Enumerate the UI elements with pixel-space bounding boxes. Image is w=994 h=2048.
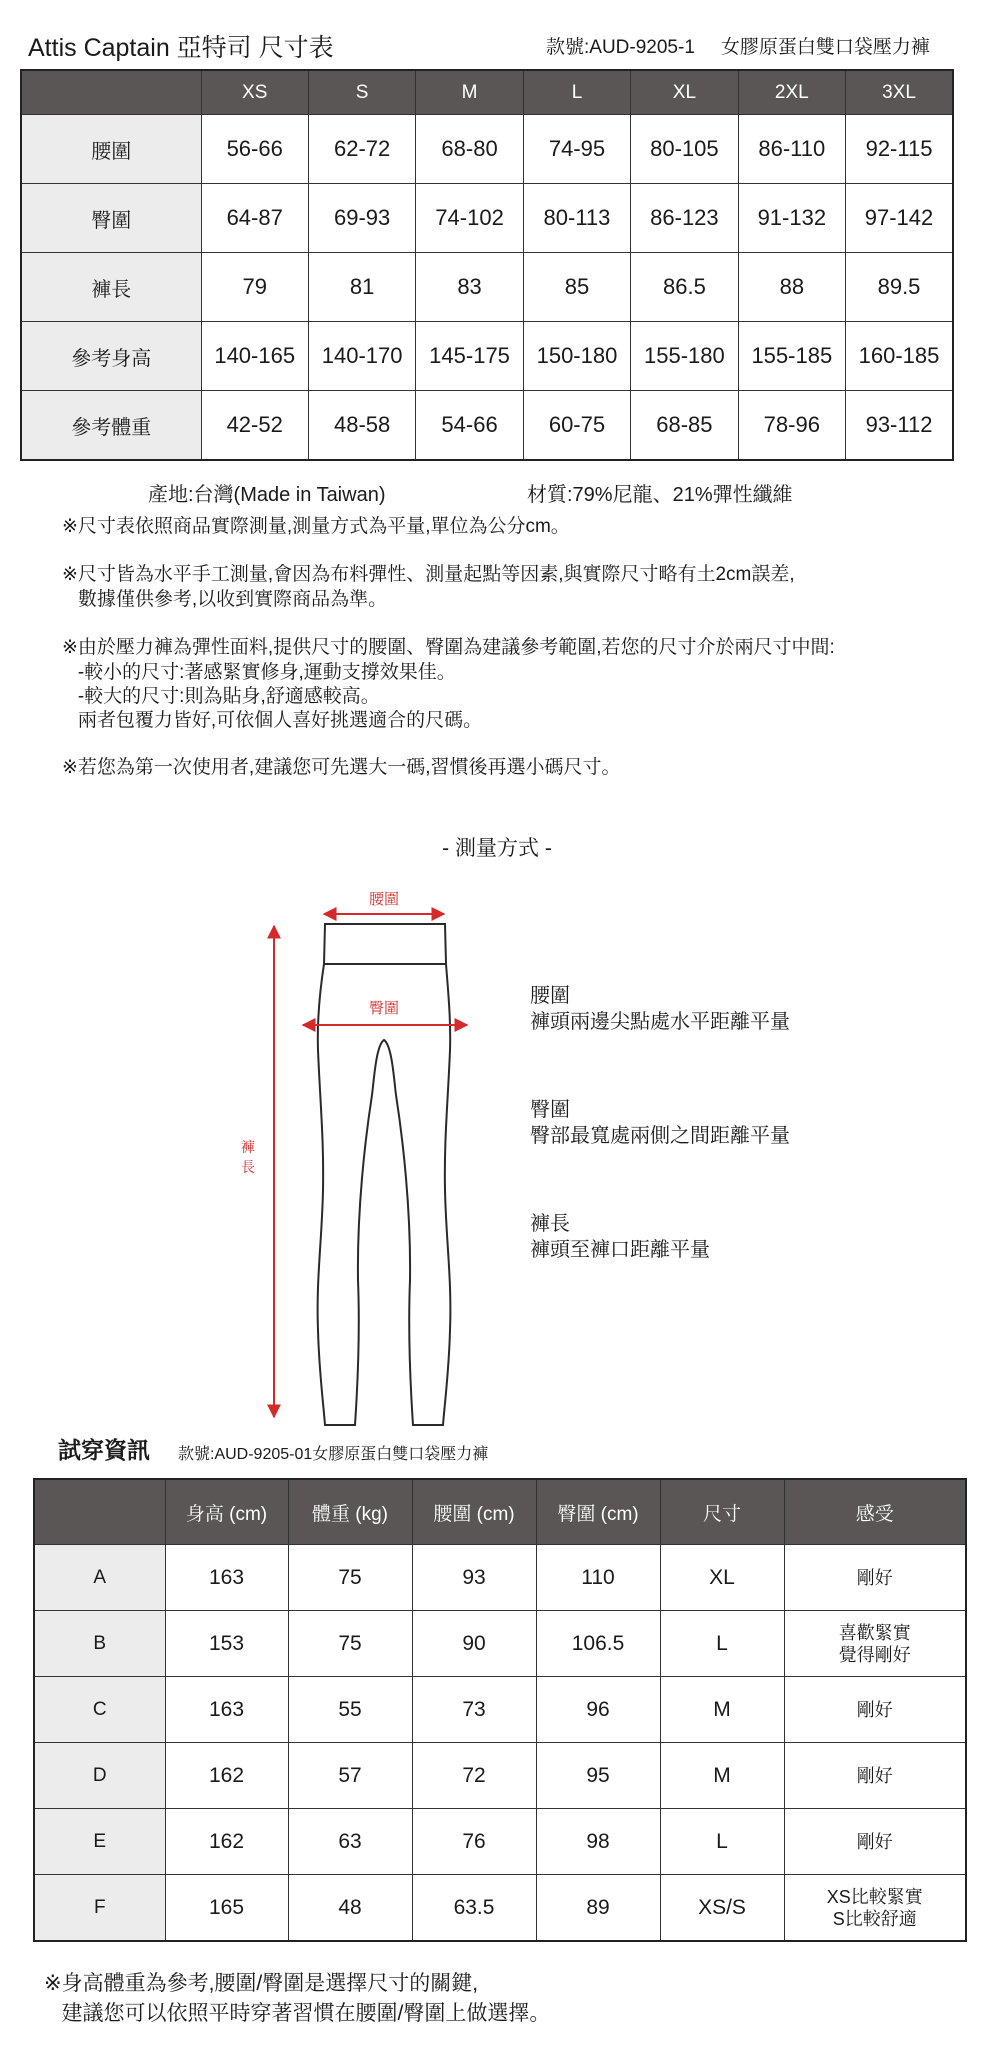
size-value-cell: 86-123 xyxy=(631,184,738,253)
fit-feel-cell xyxy=(784,1611,966,1677)
measure-title: - 測量方式 - xyxy=(442,837,552,860)
fit-header-cell: 腰圍 (cm) xyxy=(412,1479,536,1545)
fit-feel-cell xyxy=(784,1875,966,1942)
fit-waist-cell: 76 xyxy=(412,1809,536,1875)
length-label-1: 褲 xyxy=(241,1140,255,1156)
fit-size-cell: XL xyxy=(660,1545,784,1611)
fit-height-cell: 163 xyxy=(165,1545,288,1611)
fit-table-header xyxy=(34,1479,966,1545)
size-value-cell: 145-175 xyxy=(416,322,523,391)
size-value-cell: 155-180 xyxy=(631,322,738,391)
feel-line: 覺得剛好 xyxy=(838,1644,911,1665)
fit-header-cell: 感受 xyxy=(784,1479,966,1545)
fit-size-cell: XS/S xyxy=(660,1875,784,1942)
fit-feel-cell xyxy=(784,1677,966,1743)
size-value-cell: 86-110 xyxy=(738,115,845,184)
footer-note xyxy=(44,1969,550,2029)
note-line: -較小的尺寸:著感緊實修身,運動支撐效果佳。 xyxy=(62,662,456,683)
size-value-cell: 68-80 xyxy=(416,115,523,184)
size-header-cell xyxy=(21,70,201,115)
fit-height-cell: 162 xyxy=(165,1809,288,1875)
measure-item-name: 腰圍 xyxy=(530,985,570,1007)
size-row xyxy=(21,184,953,253)
fit-hip-cell: 95 xyxy=(536,1743,660,1809)
size-value-cell: 78-96 xyxy=(738,391,845,461)
fit-feel-cell xyxy=(784,1743,966,1809)
size-value-cell: 140-165 xyxy=(201,322,308,391)
feel-line: 喜歡緊實 xyxy=(838,1622,911,1643)
origin-text: 產地:台灣(Made in Taiwan) xyxy=(148,484,386,506)
fit-row-label: A xyxy=(34,1545,165,1611)
fit-size-cell: L xyxy=(660,1809,784,1875)
fit-row xyxy=(34,1743,966,1809)
waist-label: 腰圍 xyxy=(368,890,400,908)
fit-feel-cell xyxy=(784,1809,966,1875)
note-line: -較大的尺寸:則為貼身,舒適感較高。 xyxy=(62,686,380,707)
fit-row xyxy=(34,1809,966,1875)
product-name: 女膠原蛋白雙口袋壓力褲 xyxy=(720,37,930,58)
fit-height-cell: 162 xyxy=(165,1743,288,1809)
fit-row xyxy=(34,1545,966,1611)
hip-label: 臀圍 xyxy=(368,999,400,1017)
note-line: ※由於壓力褲為彈性面料,提供尺寸的腰圍、臀圍為建議參考範圍,若您的尺寸介於兩尺寸中間: xyxy=(62,637,835,658)
length-label-2: 長 xyxy=(241,1160,255,1176)
note-line: ※若您為第一次使用者,建議您可先選大一碼,習慣後再選小碼尺寸。 xyxy=(62,757,621,778)
size-value-cell: 155-185 xyxy=(738,322,845,391)
size-value-cell: 83 xyxy=(416,253,523,322)
fit-weight-cell: 63 xyxy=(288,1809,412,1875)
size-row xyxy=(21,322,953,391)
fit-row-label: F xyxy=(34,1875,165,1942)
size-header-cell: XL xyxy=(631,70,738,115)
fit-feel-cell xyxy=(784,1545,966,1611)
size-header-cell: L xyxy=(523,70,630,115)
fit-header-cell: 臀圍 (cm) xyxy=(536,1479,660,1545)
size-value-cell: 74-95 xyxy=(523,115,630,184)
size-value-cell: 150-180 xyxy=(523,322,630,391)
size-header-cell: 2XL xyxy=(738,70,845,115)
fit-size-cell: M xyxy=(660,1677,784,1743)
size-row-label: 腰圍 xyxy=(21,115,201,184)
size-value-cell: 54-66 xyxy=(416,391,523,461)
size-value-cell: 60-75 xyxy=(523,391,630,461)
note-line: 數據僅供參考,以收到實際商品為準。 xyxy=(62,589,388,610)
size-header-cell: XS xyxy=(201,70,308,115)
measure-item-name: 褲長 xyxy=(530,1213,570,1235)
fit-row-label: C xyxy=(34,1677,165,1743)
size-value-cell: 140-170 xyxy=(308,322,415,391)
feel-line: 剛好 xyxy=(856,1699,893,1720)
fit-weight-cell: 48 xyxy=(288,1875,412,1942)
fit-header-cell: 體重 (kg) xyxy=(288,1479,412,1545)
fit-waist-cell: 63.5 xyxy=(412,1875,536,1942)
size-row xyxy=(21,391,953,461)
size-value-cell: 79 xyxy=(201,253,308,322)
size-value-cell: 80-113 xyxy=(523,184,630,253)
size-header-cell: M xyxy=(416,70,523,115)
size-value-cell: 69-93 xyxy=(308,184,415,253)
feel-line: S比較舒適 xyxy=(832,1908,917,1929)
size-value-cell: 88 xyxy=(738,253,845,322)
footer-line: ※身高體重為參考,腰圍/臀圍是選擇尺寸的關鍵, xyxy=(44,1972,479,1995)
fit-table xyxy=(33,1478,967,1942)
fit-size-cell: M xyxy=(660,1743,784,1809)
fit-weight-cell: 55 xyxy=(288,1677,412,1743)
fit-weight-cell: 57 xyxy=(288,1743,412,1809)
size-value-cell: 91-132 xyxy=(738,184,845,253)
size-value-cell: 68-85 xyxy=(631,391,738,461)
size-header-cell: 3XL xyxy=(846,70,953,115)
size-value-cell: 62-72 xyxy=(308,115,415,184)
fit-row xyxy=(34,1875,966,1942)
fit-hip-cell: 98 xyxy=(536,1809,660,1875)
material-text: 材質:79%尼龍、21%彈性纖維 xyxy=(527,484,793,506)
size-row xyxy=(21,253,953,322)
leggings-diagram xyxy=(220,880,520,1430)
measure-item-desc: 褲頭兩邊尖點處水平距離平量 xyxy=(530,1011,790,1033)
note-line: ※尺寸皆為水平手工測量,會因為布料彈性、測量起點等因素,與實際尺寸略有土2cm誤差, xyxy=(62,564,795,585)
page-title: Attis Captain 亞特司 尺寸表 xyxy=(28,34,334,62)
fit-title: 試穿資訊 xyxy=(58,1437,150,1463)
measure-item-name: 臀圍 xyxy=(530,1099,570,1121)
size-value-cell: 92-115 xyxy=(846,115,953,184)
measure-item-desc: 褲頭至褲口距離平量 xyxy=(530,1239,710,1261)
size-row xyxy=(21,115,953,184)
size-value-cell: 81 xyxy=(308,253,415,322)
feel-line: XS比較緊實 xyxy=(826,1886,923,1907)
fit-weight-cell: 75 xyxy=(288,1611,412,1677)
size-value-cell: 89.5 xyxy=(846,253,953,322)
fit-weight-cell: 75 xyxy=(288,1545,412,1611)
fit-size-cell: L xyxy=(660,1611,784,1677)
size-value-cell: 85 xyxy=(523,253,630,322)
size-value-cell: 42-52 xyxy=(201,391,308,461)
fit-hip-cell: 89 xyxy=(536,1875,660,1942)
fit-waist-cell: 72 xyxy=(412,1743,536,1809)
size-value-cell: 160-185 xyxy=(846,322,953,391)
size-value-cell: 48-58 xyxy=(308,391,415,461)
model-code: 款號:AUD-9205-1 xyxy=(546,37,695,58)
fit-waist-cell: 93 xyxy=(412,1545,536,1611)
size-row-label: 褲長 xyxy=(21,253,201,322)
size-value-cell: 64-87 xyxy=(201,184,308,253)
size-table-header xyxy=(21,70,953,115)
size-row-label: 參考身高 xyxy=(21,322,201,391)
feel-line: 剛好 xyxy=(856,1831,893,1852)
fit-row-label: E xyxy=(34,1809,165,1875)
product-code xyxy=(546,32,930,59)
fit-row xyxy=(34,1611,966,1677)
feel-line: 剛好 xyxy=(856,1765,893,1786)
fit-row xyxy=(34,1677,966,1743)
size-value-cell: 80-105 xyxy=(631,115,738,184)
fit-hip-cell: 106.5 xyxy=(536,1611,660,1677)
size-value-cell: 97-142 xyxy=(846,184,953,253)
size-row-label: 臀圍 xyxy=(21,184,201,253)
measure-item-desc: 臀部最寬處兩側之間距離平量 xyxy=(530,1125,790,1147)
size-value-cell: 86.5 xyxy=(631,253,738,322)
size-row-label: 參考體重 xyxy=(21,391,201,461)
fit-waist-cell: 73 xyxy=(412,1677,536,1743)
fit-row-label: D xyxy=(34,1743,165,1809)
fit-waist-cell: 90 xyxy=(412,1611,536,1677)
feel-line: 剛好 xyxy=(856,1567,893,1588)
footer-line: 建議您可以依照平時穿著習慣在腰圍/臀圍上做選擇。 xyxy=(44,2002,551,2025)
fit-header-cell: 尺寸 xyxy=(660,1479,784,1545)
fit-header-cell: 身高 (cm) xyxy=(165,1479,288,1545)
fit-height-cell: 163 xyxy=(165,1677,288,1743)
fit-header-cell xyxy=(34,1479,165,1545)
size-header-cell: S xyxy=(308,70,415,115)
fit-height-cell: 153 xyxy=(165,1611,288,1677)
size-value-cell: 74-102 xyxy=(416,184,523,253)
fit-hip-cell: 110 xyxy=(536,1545,660,1611)
fit-hip-cell: 96 xyxy=(536,1677,660,1743)
size-value-cell: 93-112 xyxy=(846,391,953,461)
fit-row-label: B xyxy=(34,1611,165,1677)
size-value-cell: 56-66 xyxy=(201,115,308,184)
fit-code: 款號:AUD-9205-01女膠原蛋白雙口袋壓力褲 xyxy=(178,1446,489,1463)
size-table xyxy=(20,69,954,461)
note-line: ※尺寸表依照商品實際測量,測量方式為平量,單位為公分cm。 xyxy=(62,516,570,537)
fit-height-cell: 165 xyxy=(165,1875,288,1942)
note-line: 兩者包覆力皆好,可依個人喜好挑選適合的尺碼。 xyxy=(62,710,483,731)
